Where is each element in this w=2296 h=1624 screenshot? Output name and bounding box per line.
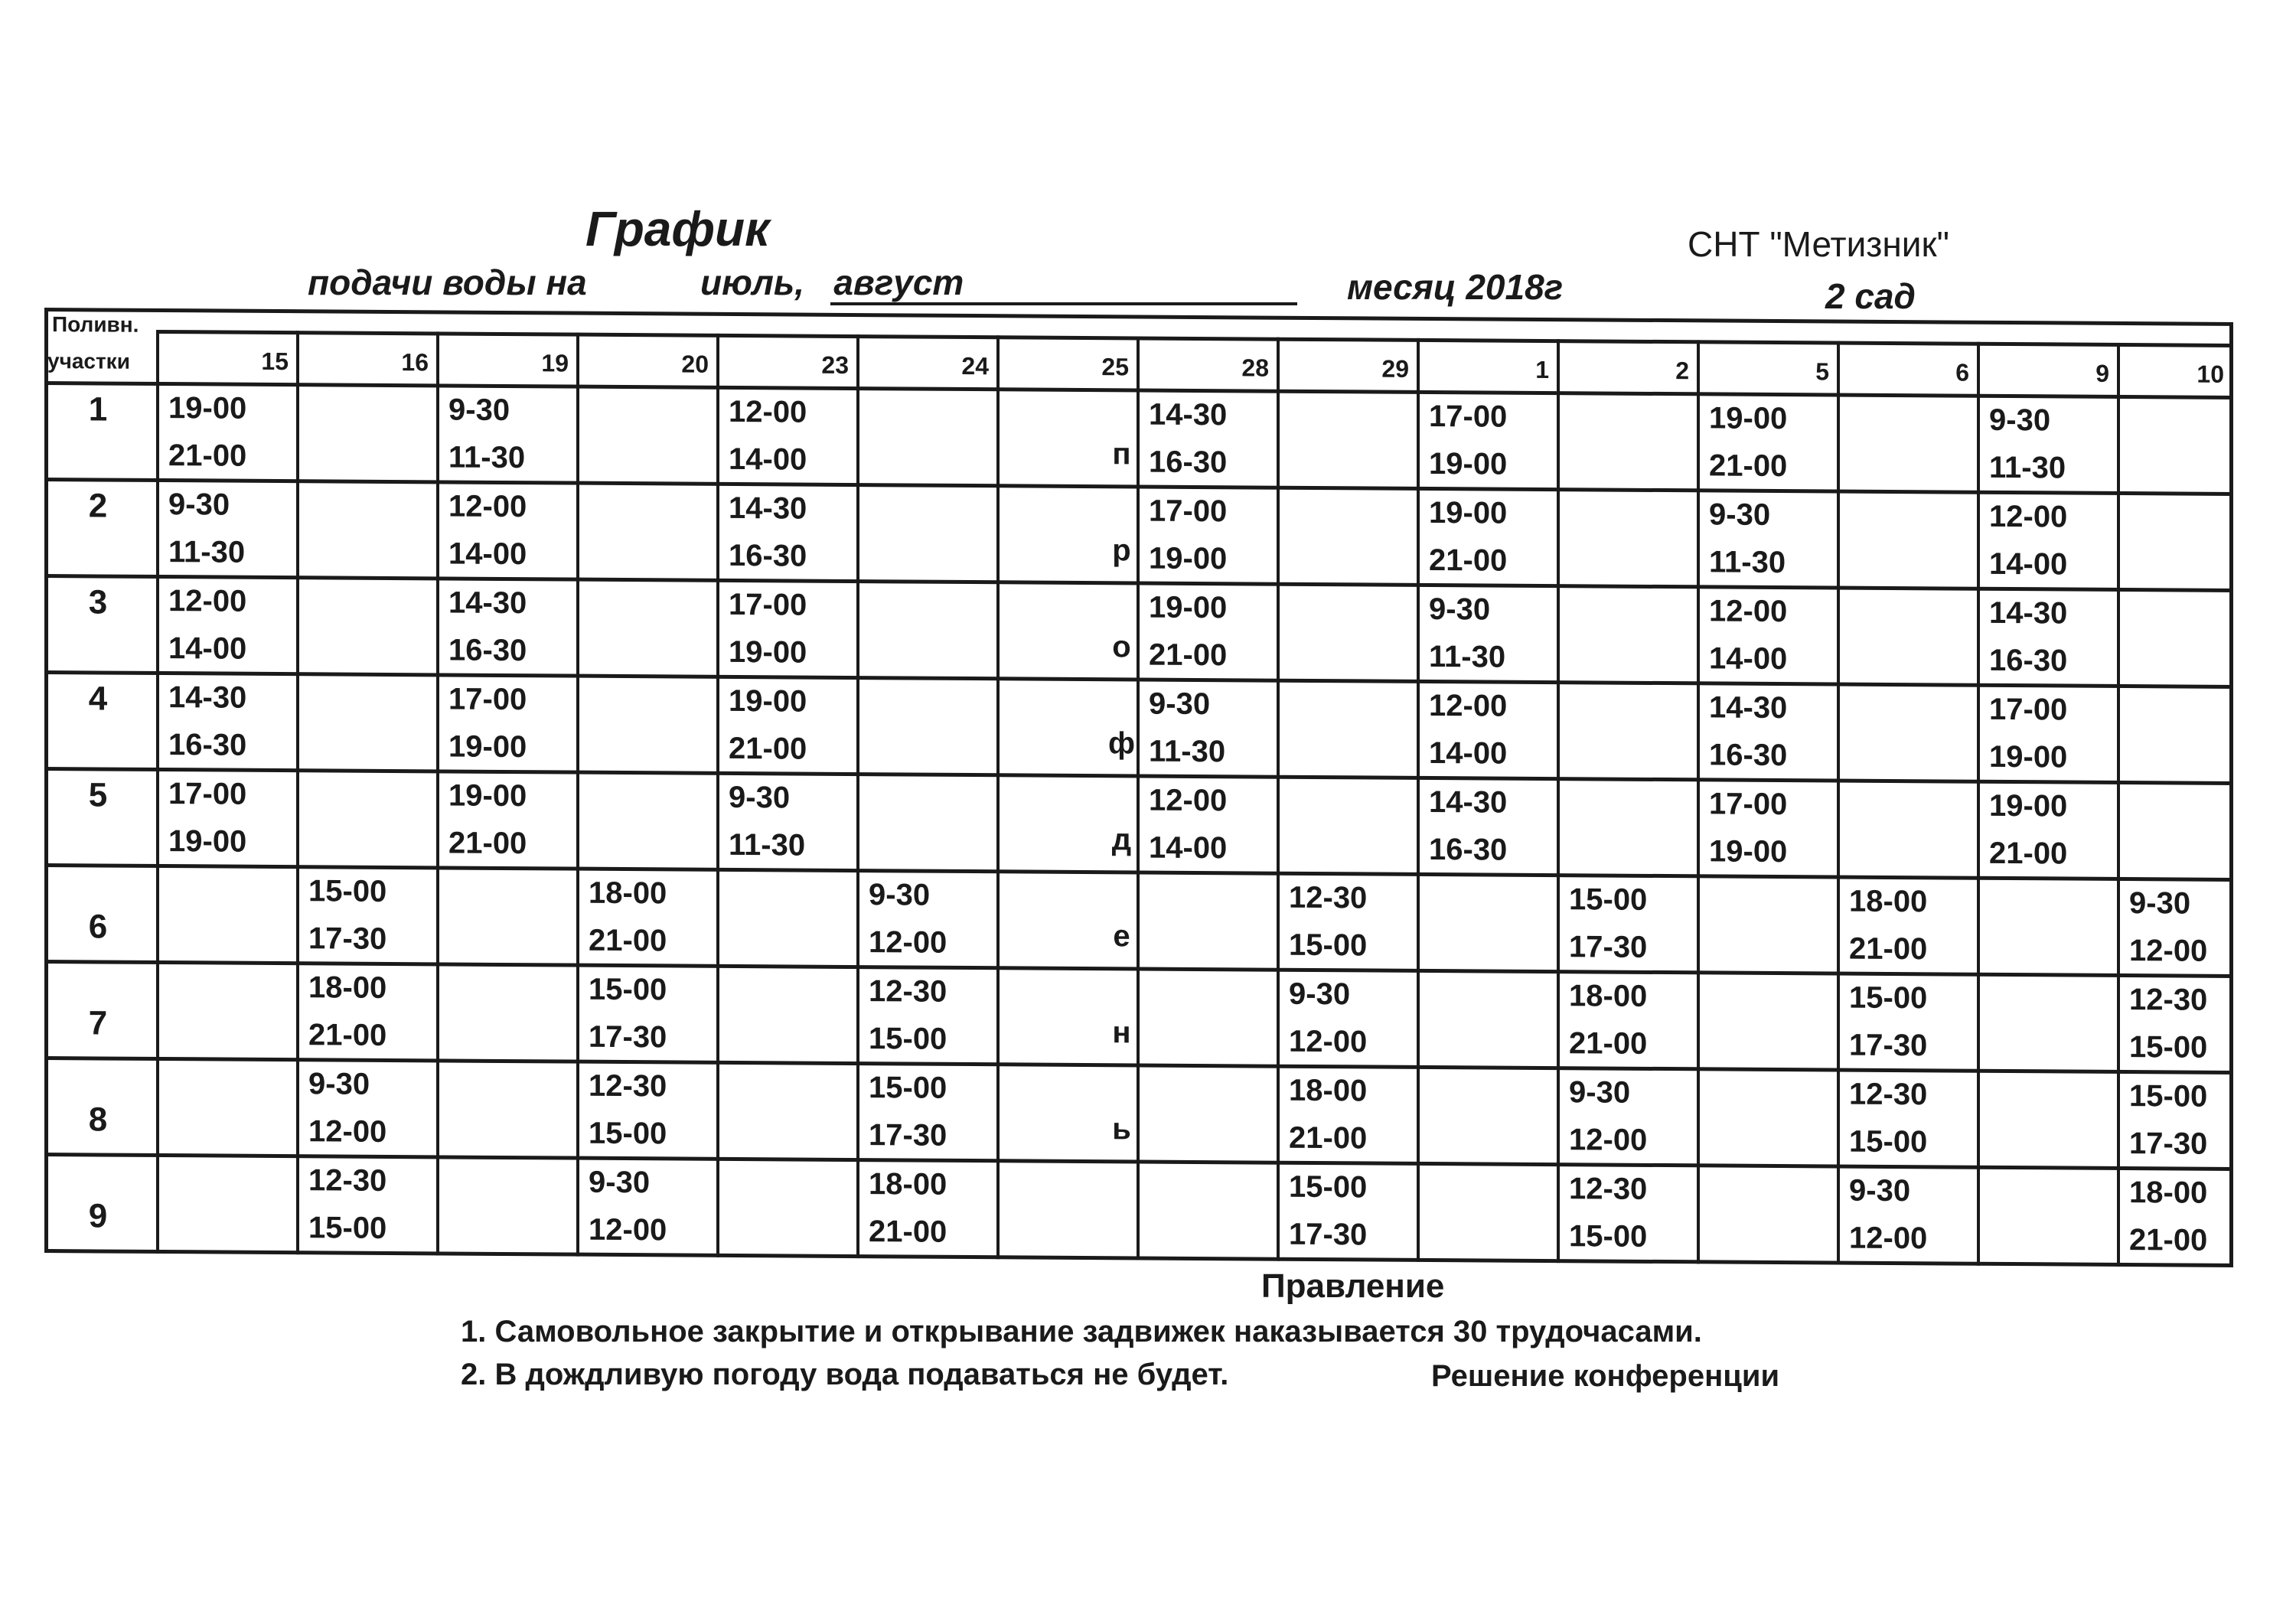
time-end: 21-00 (2129, 1223, 2208, 1257)
preventive-letter: р (1112, 533, 1131, 568)
time-end: 17-30 (869, 1118, 947, 1153)
time-start: 9-30 (869, 878, 931, 912)
plot-number: 8 (88, 1101, 108, 1139)
day-header: 24 (961, 351, 989, 380)
time-end: 12-00 (1289, 1024, 1368, 1059)
time-end: 15-00 (308, 1211, 387, 1245)
time-start: 9-30 (2129, 886, 2191, 921)
time-start: 19-00 (1149, 590, 1228, 625)
time-start: 15-00 (869, 1071, 947, 1105)
column-divider (1277, 338, 1280, 1261)
time-end: 21-00 (308, 1018, 387, 1052)
time-end: 11-30 (1989, 450, 2066, 485)
time-start: 14-30 (168, 680, 247, 715)
day-header: 20 (681, 350, 709, 378)
time-start: 18-00 (2129, 1176, 2208, 1210)
time-end: 21-00 (1709, 448, 1788, 484)
time-end: 19-00 (1989, 739, 2068, 774)
corner-label: Поливн. (52, 312, 139, 337)
time-end: 19-00 (1149, 541, 1228, 576)
time-start: 12-00 (1989, 499, 2068, 534)
schedule-table (44, 308, 2233, 1271)
column-divider (856, 334, 859, 1258)
time-start: 9-30 (168, 488, 230, 522)
plot-number: 9 (88, 1197, 108, 1235)
time-end: 14-00 (448, 536, 527, 572)
column-divider (2117, 343, 2120, 1267)
time-end: 14-00 (1709, 641, 1788, 677)
day-header: 16 (401, 348, 429, 377)
time-start: 18-00 (1569, 979, 1648, 1013)
time-start: 19-00 (448, 778, 527, 814)
time-start: 19-00 (729, 683, 807, 719)
preventive-letter: д (1111, 823, 1132, 857)
day-header: 9 (2095, 359, 2109, 387)
time-start: 9-30 (1149, 686, 1211, 722)
day-header: 2 (1675, 357, 1689, 385)
preventive-letter: н (1112, 1016, 1131, 1050)
preventive-letter: ф (1108, 726, 1135, 761)
time-end: 19-00 (729, 634, 807, 670)
time-start: 18-00 (589, 876, 667, 911)
plot-number: 6 (88, 908, 108, 946)
time-start: 12-30 (589, 1068, 667, 1104)
time-end: 21-00 (448, 826, 527, 861)
board-heading: Правление (1261, 1267, 1445, 1305)
time-start: 12-00 (729, 394, 807, 429)
time-end: 11-30 (448, 440, 526, 475)
day-header: 19 (541, 349, 569, 377)
plot-number: 1 (88, 390, 108, 429)
time-end: 14-00 (168, 631, 247, 666)
subtitle-month-july: июль, (700, 263, 804, 302)
time-end: 12-00 (869, 925, 947, 960)
time-start: 15-00 (2129, 1079, 2208, 1114)
time-end: 11-30 (168, 535, 246, 569)
rule-1: 1. Самовольное закрытие и открывание задвижек наказывается 30 трудочасами. (461, 1315, 1702, 1348)
time-end: 19-00 (168, 824, 247, 859)
time-end: 19-00 (1429, 446, 1508, 481)
rule-2: 2. В дождливую погоду вода подаваться не будет. (461, 1358, 1229, 1391)
subtitle-month-august: август (833, 263, 964, 302)
plot-number: 5 (88, 776, 108, 814)
time-end: 21-00 (869, 1215, 947, 1249)
time-start: 9-30 (589, 1165, 651, 1200)
time-start: 12-30 (2129, 983, 2208, 1017)
time-end: 14-00 (1149, 830, 1228, 866)
time-start: 17-00 (1149, 494, 1228, 529)
time-end: 19-00 (1709, 834, 1788, 869)
time-start: 15-00 (589, 972, 667, 1007)
column-divider (1837, 341, 1840, 1265)
time-start: 19-00 (1989, 788, 2068, 823)
time-end: 15-00 (869, 1022, 947, 1056)
day-header: 6 (1955, 358, 1969, 386)
time-start: 12-00 (448, 489, 527, 524)
time-end: 17-30 (1569, 930, 1648, 964)
time-start: 9-30 (729, 780, 791, 815)
decision-note: Решение конференции (1431, 1359, 1780, 1393)
column-divider (1977, 342, 1980, 1266)
time-end: 16-30 (1429, 832, 1508, 867)
time-start: 9-30 (1709, 497, 1771, 532)
time-start: 19-00 (168, 391, 247, 426)
preventive-letter: п (1112, 437, 1131, 471)
time-start: 12-00 (1149, 783, 1228, 818)
time-start: 15-00 (308, 874, 387, 908)
column-divider (296, 331, 299, 1254)
time-start: 9-30 (1289, 977, 1351, 1012)
time-start: 14-30 (1429, 784, 1508, 820)
time-start: 19-00 (1709, 401, 1788, 436)
time-start: 9-30 (1569, 1075, 1631, 1110)
time-start: 9-30 (1849, 1173, 1911, 1208)
plot-number: 4 (88, 680, 108, 718)
day-header: 25 (1101, 353, 1129, 381)
column-divider (996, 335, 1000, 1259)
column-divider (576, 333, 579, 1257)
time-start: 12-30 (1849, 1077, 1928, 1112)
column-divider (1417, 338, 1420, 1262)
time-start: 14-30 (448, 585, 527, 621)
time-start: 18-00 (1289, 1073, 1368, 1108)
preventive-letter: ь (1112, 1112, 1131, 1146)
time-end: 11-30 (1149, 734, 1226, 769)
day-header: 1 (1535, 355, 1549, 384)
time-start: 9-30 (448, 393, 510, 428)
time-end: 16-30 (1709, 738, 1788, 773)
time-end: 15-00 (1569, 1219, 1648, 1254)
time-end: 11-30 (729, 827, 806, 863)
time-start: 18-00 (1849, 884, 1928, 919)
org-subtitle: 2 сад (1825, 276, 1916, 316)
time-end: 21-00 (168, 439, 247, 473)
time-start: 14-30 (1989, 595, 2068, 631)
time-start: 12-00 (1709, 594, 1788, 629)
time-end: 16-30 (1989, 643, 2068, 678)
time-end: 17-30 (589, 1019, 667, 1055)
time-start: 17-00 (1429, 399, 1508, 434)
subtitle-underline (830, 302, 1297, 305)
time-end: 16-30 (729, 538, 807, 573)
time-end: 12-00 (2129, 934, 2208, 968)
corner-label: участки (47, 349, 130, 373)
time-start: 9-30 (1429, 592, 1491, 627)
time-start: 14-30 (1149, 397, 1228, 432)
time-end: 17-30 (308, 921, 387, 956)
time-end: 15-00 (2129, 1030, 2208, 1065)
time-end: 12-00 (1569, 1123, 1648, 1157)
subtitle-months (700, 262, 964, 303)
time-end: 12-00 (308, 1114, 387, 1149)
column-divider (1557, 339, 1560, 1263)
time-start: 14-30 (729, 491, 807, 526)
time-end: 19-00 (448, 729, 527, 765)
time-end: 21-00 (1149, 638, 1228, 673)
org-name: СНТ "Метизник" (1688, 224, 1949, 264)
day-header: 28 (1241, 354, 1269, 382)
time-start: 15-00 (1849, 980, 1928, 1016)
time-end: 15-00 (1289, 928, 1368, 963)
day-header: 10 (2197, 360, 2224, 388)
time-start: 19-00 (1429, 495, 1508, 530)
subtitle-prefix: подачи воды на (308, 263, 587, 302)
time-end: 11-30 (1429, 639, 1506, 674)
time-end: 21-00 (1989, 836, 2068, 871)
column-divider (436, 331, 439, 1255)
time-start: 17-00 (729, 587, 807, 622)
time-start: 15-00 (1289, 1169, 1368, 1205)
preventive-letter: о (1112, 630, 1131, 664)
preventive-letter: е (1113, 919, 1130, 954)
plot-number: 2 (88, 487, 108, 525)
plot-number: 3 (88, 583, 108, 621)
time-start: 12-00 (168, 584, 247, 618)
time-start: 14-30 (1709, 690, 1788, 726)
time-end: 15-00 (1849, 1124, 1928, 1159)
time-start: 12-30 (1569, 1172, 1648, 1206)
time-end: 21-00 (1429, 543, 1508, 578)
page-title: График (585, 201, 770, 256)
time-end: 21-00 (1569, 1026, 1648, 1061)
time-end: 12-00 (589, 1212, 667, 1247)
time-end: 12-00 (1849, 1221, 1928, 1256)
time-start: 17-00 (1709, 787, 1788, 822)
plot-number: 7 (88, 1004, 108, 1042)
day-header: 23 (821, 351, 849, 379)
time-start: 12-30 (1289, 880, 1368, 915)
time-end: 16-30 (1149, 445, 1228, 480)
time-start: 17-00 (448, 682, 527, 717)
time-start: 9-30 (308, 1067, 370, 1101)
time-end: 21-00 (589, 923, 667, 958)
time-end: 14-00 (729, 442, 807, 477)
time-start: 17-00 (1989, 692, 2068, 727)
time-start: 18-00 (308, 970, 387, 1005)
time-end: 17-30 (1289, 1217, 1368, 1252)
subtitle-month-suffix: месяц 2018г (1347, 267, 1564, 307)
time-start: 9-30 (1989, 403, 2051, 438)
column-divider (1697, 340, 1700, 1264)
time-end: 15-00 (589, 1116, 667, 1151)
time-end: 16-30 (168, 728, 247, 762)
day-header: 15 (261, 347, 289, 376)
time-start: 18-00 (869, 1167, 947, 1202)
time-end: 17-30 (2129, 1127, 2208, 1161)
time-end: 11-30 (1709, 545, 1786, 580)
time-start: 12-30 (308, 1163, 387, 1198)
time-end: 14-00 (1989, 546, 2068, 582)
time-start: 15-00 (1569, 882, 1648, 917)
column-divider (716, 334, 719, 1257)
time-end: 21-00 (1849, 931, 1928, 967)
time-end: 16-30 (448, 633, 527, 668)
time-end: 21-00 (1289, 1120, 1368, 1156)
time-end: 17-30 (1849, 1028, 1928, 1063)
time-start: 17-00 (168, 777, 247, 811)
day-header: 5 (1815, 357, 1829, 386)
day-header: 29 (1381, 354, 1409, 383)
time-end: 14-00 (1429, 735, 1508, 771)
time-start: 12-00 (1429, 688, 1508, 723)
column-divider (156, 330, 159, 1254)
time-start: 12-30 (869, 974, 947, 1009)
time-end: 21-00 (729, 731, 807, 766)
